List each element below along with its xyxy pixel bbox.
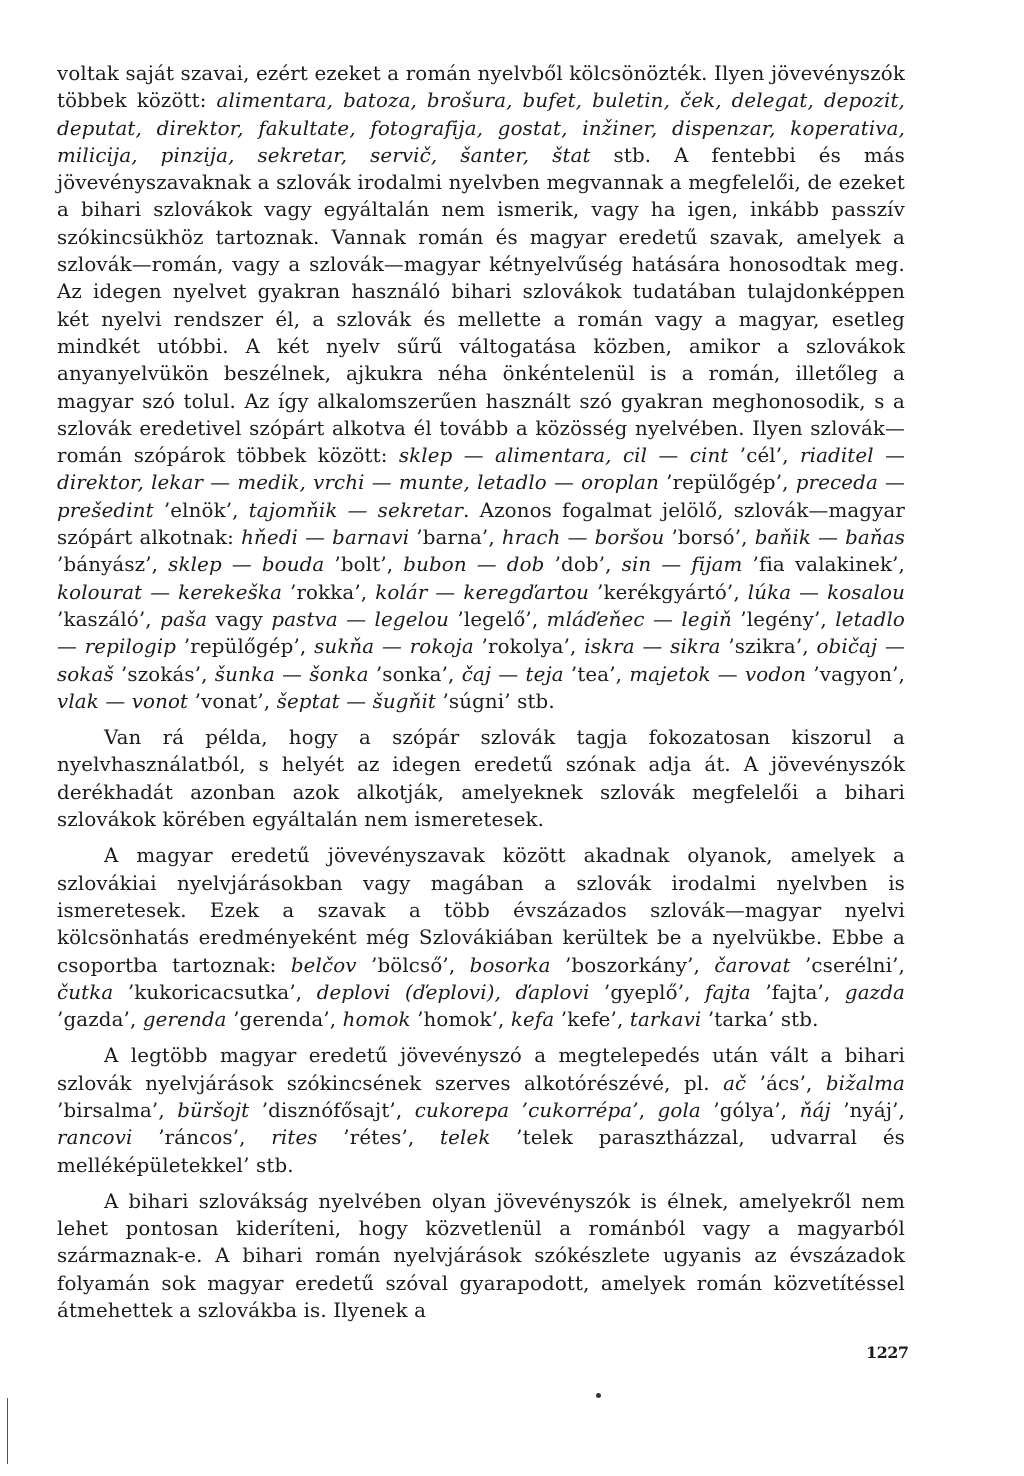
margin-rule bbox=[7, 1398, 8, 1464]
italic-term: iskra — sikra bbox=[584, 635, 721, 659]
text-run: ’legény’, bbox=[731, 607, 836, 631]
text-run: ’homok’, bbox=[410, 1008, 511, 1032]
italic-term: letadlo — repilogip bbox=[57, 607, 905, 659]
text-run: ’fia valakinek’, bbox=[742, 553, 905, 577]
italic-term: ňáj bbox=[799, 1098, 831, 1122]
text-run: ’elnök’, bbox=[153, 498, 249, 522]
paragraph bbox=[57, 1042, 905, 1178]
italic-term: hrach — boršou bbox=[501, 526, 665, 550]
italic-term: gola bbox=[657, 1098, 701, 1122]
text-run: A magyar eredetű jövevényszavak között akadnak olyanok, amelyek a szlovákiai nyelvjárásokban vagy magában a szlovák irodalmi nyelvben is ismeretesek. Ezek a szavak a több évszázados szlovák—magyar nyelvi kölcsönhatás eredményeként még Szlovákiában kerültek be a nyelvükbe. Ebbe a csoportba tartoznak: bbox=[57, 844, 905, 977]
italic-term: čutka bbox=[57, 980, 114, 1004]
italic-term: sklep — alimentara, cil — cint bbox=[398, 444, 729, 468]
text-run: ’vonat’, bbox=[188, 689, 277, 713]
text-run: ’tarka’ stb. bbox=[701, 1008, 819, 1032]
italic-term: fajta bbox=[705, 980, 751, 1004]
text-run: ’ráncos’, bbox=[132, 1126, 272, 1150]
text-run: ’disznófősajt’, bbox=[249, 1098, 415, 1122]
text-run: ’ács’, bbox=[746, 1071, 826, 1095]
italic-term: rites bbox=[271, 1126, 318, 1150]
text-run: ’gazda’, bbox=[57, 1008, 143, 1032]
text-run: ’gyeplő’, bbox=[589, 980, 706, 1004]
italic-term: bosorka bbox=[469, 953, 551, 977]
italic-term: šunka — šonka bbox=[214, 662, 369, 686]
text-run: ’szikra’, bbox=[720, 635, 817, 659]
italic-term: sklep — bouda bbox=[168, 553, 325, 577]
text-run: ’kefe’, bbox=[554, 1008, 630, 1032]
italic-term: majetok — vodon bbox=[629, 662, 807, 686]
italic-term: deplovi (ďeplovi), ďaplovi bbox=[316, 980, 590, 1004]
italic-term: riaditel — direktor, lekar — medik, vrchi — munte, letadlo — oroplan bbox=[57, 444, 905, 495]
italic-term: čaj — teja bbox=[461, 662, 564, 686]
text-run: ’nyáj’, bbox=[830, 1098, 905, 1122]
text-run: Van rá példa, hogy a szópár szlovák tagja fokozatosan kiszorul a nyelvhasználatból, s helyét az idegen eredetű szónak adja át. A jövevényszók derékhadát azonban azok alkotják, amelyeknek szlovák megfelelői a bihari szlovákok körében egyáltalán nem ismeretesek. bbox=[57, 726, 905, 832]
text-run: ’tea’, bbox=[563, 662, 630, 686]
italic-term: čarovat bbox=[714, 953, 791, 977]
paragraph bbox=[57, 60, 905, 715]
italic-term: gazda bbox=[844, 980, 905, 1004]
text-run: ’bolt’, bbox=[324, 553, 404, 577]
text-run: ’kukoricacsutka’, bbox=[113, 980, 317, 1004]
text-run: ’súgni’ stb. bbox=[436, 689, 555, 713]
text-run: ’sonka’, bbox=[368, 662, 462, 686]
text-run: ’repülőgép’, bbox=[176, 635, 315, 659]
text-run: ’bányász’, bbox=[57, 553, 169, 577]
italic-term: telek bbox=[440, 1126, 491, 1150]
text-run: ’cserélni’, bbox=[790, 953, 905, 977]
text-run: A bihari szlovákság nyelvében olyan jövevényszók is élnek, amelyekről nem lehet pontosan kideríteni, hogy közvetlenül a románból vagy a magyarból származnak-e. A bihari román nyelvjárások szókészlete ugyanis az évszázadok folyamán sok magyar eredetű szóval gyarapodott, amelyek román közvetítéssel átmehettek a szlovákba is. Ilyenek a bbox=[57, 1189, 905, 1323]
italic-term: tajomňik — sekretar bbox=[248, 498, 464, 522]
italic-term: belčov bbox=[290, 953, 357, 977]
print-speck bbox=[596, 1393, 601, 1398]
italic-term: tarkavi bbox=[629, 1008, 702, 1032]
page-number: 1227 bbox=[866, 1343, 909, 1362]
italic-term: preceda — prešedint bbox=[57, 471, 905, 522]
text-run: ’rokka’, bbox=[282, 580, 376, 604]
paragraph bbox=[57, 724, 905, 833]
text-run: stb. A fentebbi és más jövevényszavaknak a szlovák irodalmi nyelvben megvannak a megfelelői, de ezeket a bihari szlovákok vagy egyáltalán nem ismerik, vagy ha igen, inkább passzív szókincsükhöz tartoznak. Vannak román és magyar eredetű szavak, amelyek a szlovák—román, vagy a szlovák—magyar kétnyelvűség hatására honosodtak meg. Az idegen nyelvet gyakran használó bihari szlovákok tudatában tulajdonképpen két nyelvi rendszer él, a szlovák és mellette a román vagy a magyar, esetleg mindkét utóbbi. A két nyelv sűrű váltogatása közben, amikor a szlovákok anyanyelvükön beszélnek, ajkukra néha önkéntelenül is a román, illetőleg a magyar szó tolul. Az így alkalomszerűen használt szó gyakran meghonosodik, s a szlovák eredetivel szópárt alkotva él tovább a közösség nyelvében. Ilyen szlovák—román szópárok többek között: bbox=[57, 143, 905, 468]
text-run: A legtöbb magyar eredetű jövevényszó a megtelepedés után vált a bihari szlovák nyelvjárások szókincsének szerves alkotórészévé, pl. bbox=[57, 1044, 905, 1095]
text-run: ’gólya’, bbox=[700, 1098, 800, 1122]
text-run: ’birsalma’, bbox=[57, 1098, 178, 1122]
text-run: ’gerenda’, bbox=[226, 1008, 343, 1032]
italic-term: bubon — dob bbox=[403, 553, 545, 577]
italic-term: sin — fijam bbox=[621, 553, 743, 577]
italic-term: homok bbox=[342, 1008, 411, 1032]
text-run: ’szokás’, bbox=[113, 662, 215, 686]
italic-term: mláďeňec — legiň bbox=[546, 607, 732, 631]
italic-term: alimentara, batoza, brošura, bufet, buletin, ček, delegat, depozit, deputat, direktor, fakultate, fotografija, gostat, inžiner, dispenzar, koperativa, milicija, pinzija, sekretar, servič, šanter, štat bbox=[57, 89, 905, 167]
text-run: ’borsó’, bbox=[664, 526, 755, 550]
text-run: ’cél’, bbox=[728, 444, 800, 468]
italic-term: šeptat — šugňit bbox=[276, 689, 437, 713]
italic-term: gerenda bbox=[142, 1008, 227, 1032]
text-run: ’repülőgép’, bbox=[658, 471, 796, 495]
italic-term: običaj — sokaš bbox=[57, 635, 905, 686]
italic-term: baňik — baňas bbox=[754, 526, 906, 550]
paragraph bbox=[57, 1188, 905, 1324]
text-run: voltak saját szavai, ezért ezeket a román nyelvből kölcsönözték. Ilyen jövevényszók többek között: bbox=[57, 62, 905, 113]
italic-term: bižalma bbox=[825, 1071, 905, 1095]
italic-term: hňedi — barnavi bbox=[241, 526, 410, 550]
text-run: ’dob’, bbox=[544, 553, 622, 577]
italic-term: paša bbox=[160, 607, 208, 631]
text-run: ’telek parasztházzal, udvarral és melléképületekkel’ stb. bbox=[57, 1126, 905, 1177]
text-run: . Azonos fogalmat jelölő, szlovák—magyar szópárt alkotnak: bbox=[57, 498, 905, 550]
italic-term: rancovi bbox=[57, 1126, 133, 1150]
italic-term: kolourat — kerekeška bbox=[57, 580, 283, 604]
text-run: ’boszorkány’, bbox=[550, 953, 715, 977]
italic-term: pastva — legelou bbox=[271, 607, 449, 631]
text-run: vagy bbox=[207, 607, 272, 631]
paragraph bbox=[57, 842, 905, 1033]
italic-term: kefa bbox=[510, 1008, 555, 1032]
italic-term: sukňa — rokoja bbox=[314, 635, 474, 659]
text-run: ’barna’, bbox=[409, 526, 502, 550]
italic-term: kolár — keregďartou bbox=[375, 580, 590, 604]
text-run: ’legelő’, bbox=[449, 607, 547, 631]
text-run: ’rétes’, bbox=[317, 1126, 441, 1150]
text-run: ’bölcső’, bbox=[356, 953, 470, 977]
italic-term: büršojt bbox=[177, 1098, 250, 1122]
italic-term: vlak — vonot bbox=[57, 689, 189, 713]
italic-term: ač bbox=[723, 1071, 747, 1095]
italic-term: cukorepa ’cukorrépa’ bbox=[414, 1098, 639, 1122]
text-run: , bbox=[638, 1098, 658, 1122]
text-run: ’vagyon’, bbox=[806, 662, 905, 686]
text-run: ’fajta’, bbox=[750, 980, 845, 1004]
text-run: ’rokolya’, bbox=[473, 635, 585, 659]
text-run: ’kaszáló’, bbox=[57, 607, 161, 631]
page-body bbox=[57, 60, 905, 1333]
italic-term: lúka — kosalou bbox=[747, 580, 905, 604]
text-run: ’kerékgyártó’, bbox=[589, 580, 748, 604]
